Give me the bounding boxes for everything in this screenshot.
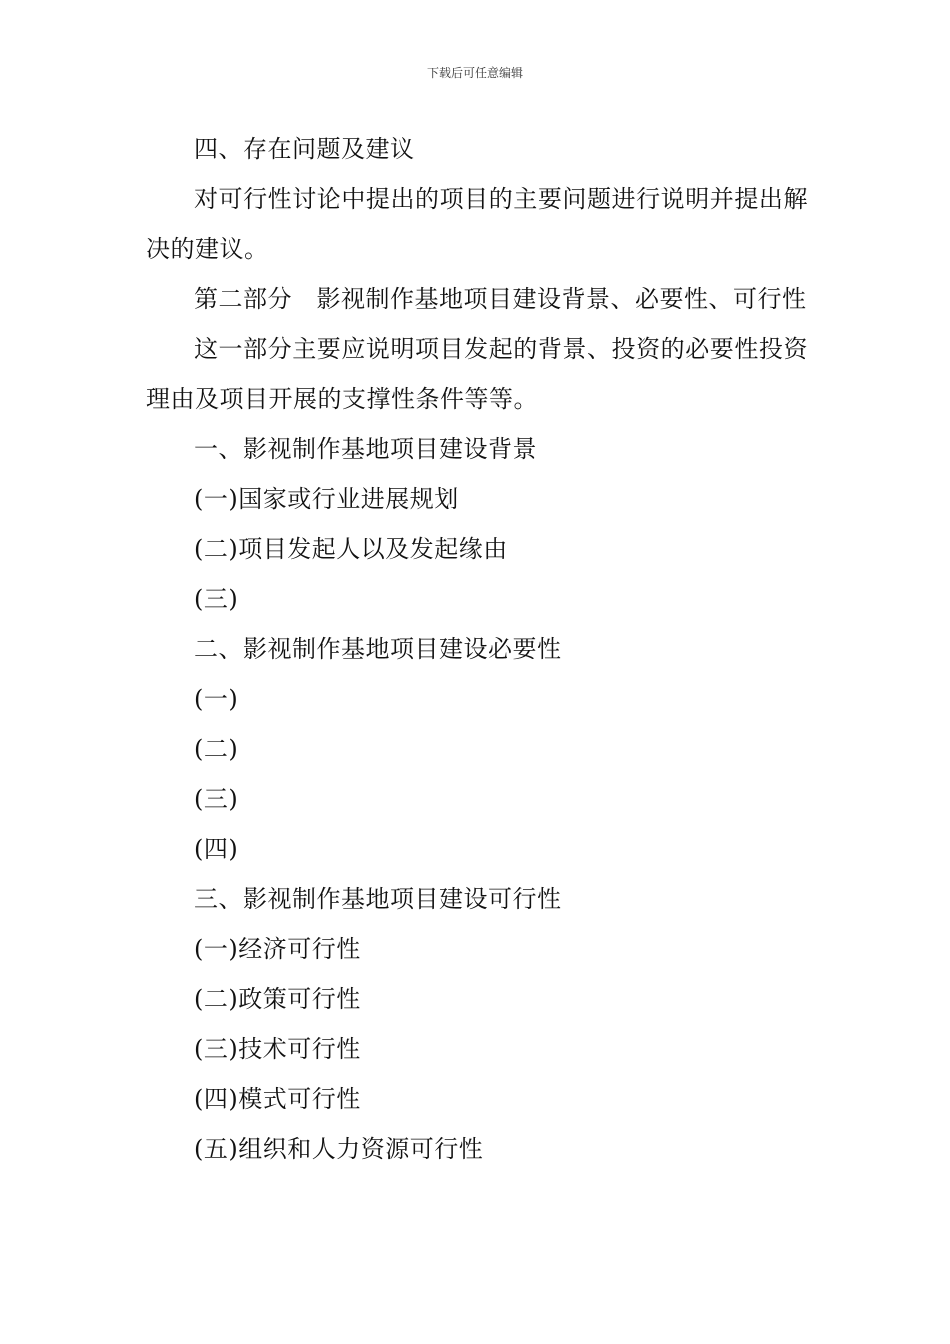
list-item: (一) (194, 685, 239, 713)
list-item: (一)国家或行业进展规划 (194, 485, 459, 513)
list-item: (三) (194, 785, 239, 813)
list-item: (五)组织和人力资源可行性 (194, 1135, 484, 1163)
section-heading: 三、影视制作基地项目建设可行性 (194, 885, 562, 913)
section-heading: 二、影视制作基地项目建设必要性 (194, 635, 562, 663)
document-body (146, 124, 808, 1174)
list-item: (二)项目发起人以及发起缘由 (194, 535, 508, 563)
list-item: (四) (194, 835, 239, 863)
section-heading: 四、存在问题及建议 (194, 135, 415, 163)
list-item: (二) (194, 735, 239, 763)
page-header: 下载后可任意编辑 (426, 66, 523, 80)
section-heading: 一、影视制作基地项目建设背景 (194, 435, 537, 463)
list-item: (三) (194, 585, 239, 613)
body-paragraph: 对可行性讨论中提出的项目的主要问题进行说明并提出解决的建议。 (146, 185, 808, 263)
list-item: (四)模式可行性 (194, 1085, 361, 1113)
part-heading: 第二部分 影视制作基地项目建设背景、必要性、可行性 (194, 285, 807, 313)
list-item: (三)技术可行性 (194, 1035, 361, 1063)
body-paragraph: 这一部分主要应说明项目发起的背景、投资的必要性投资理由及项目开展的支撑性条件等等。 (146, 335, 808, 413)
list-item: (二)政策可行性 (194, 985, 361, 1013)
list-item: (一)经济可行性 (194, 935, 361, 963)
